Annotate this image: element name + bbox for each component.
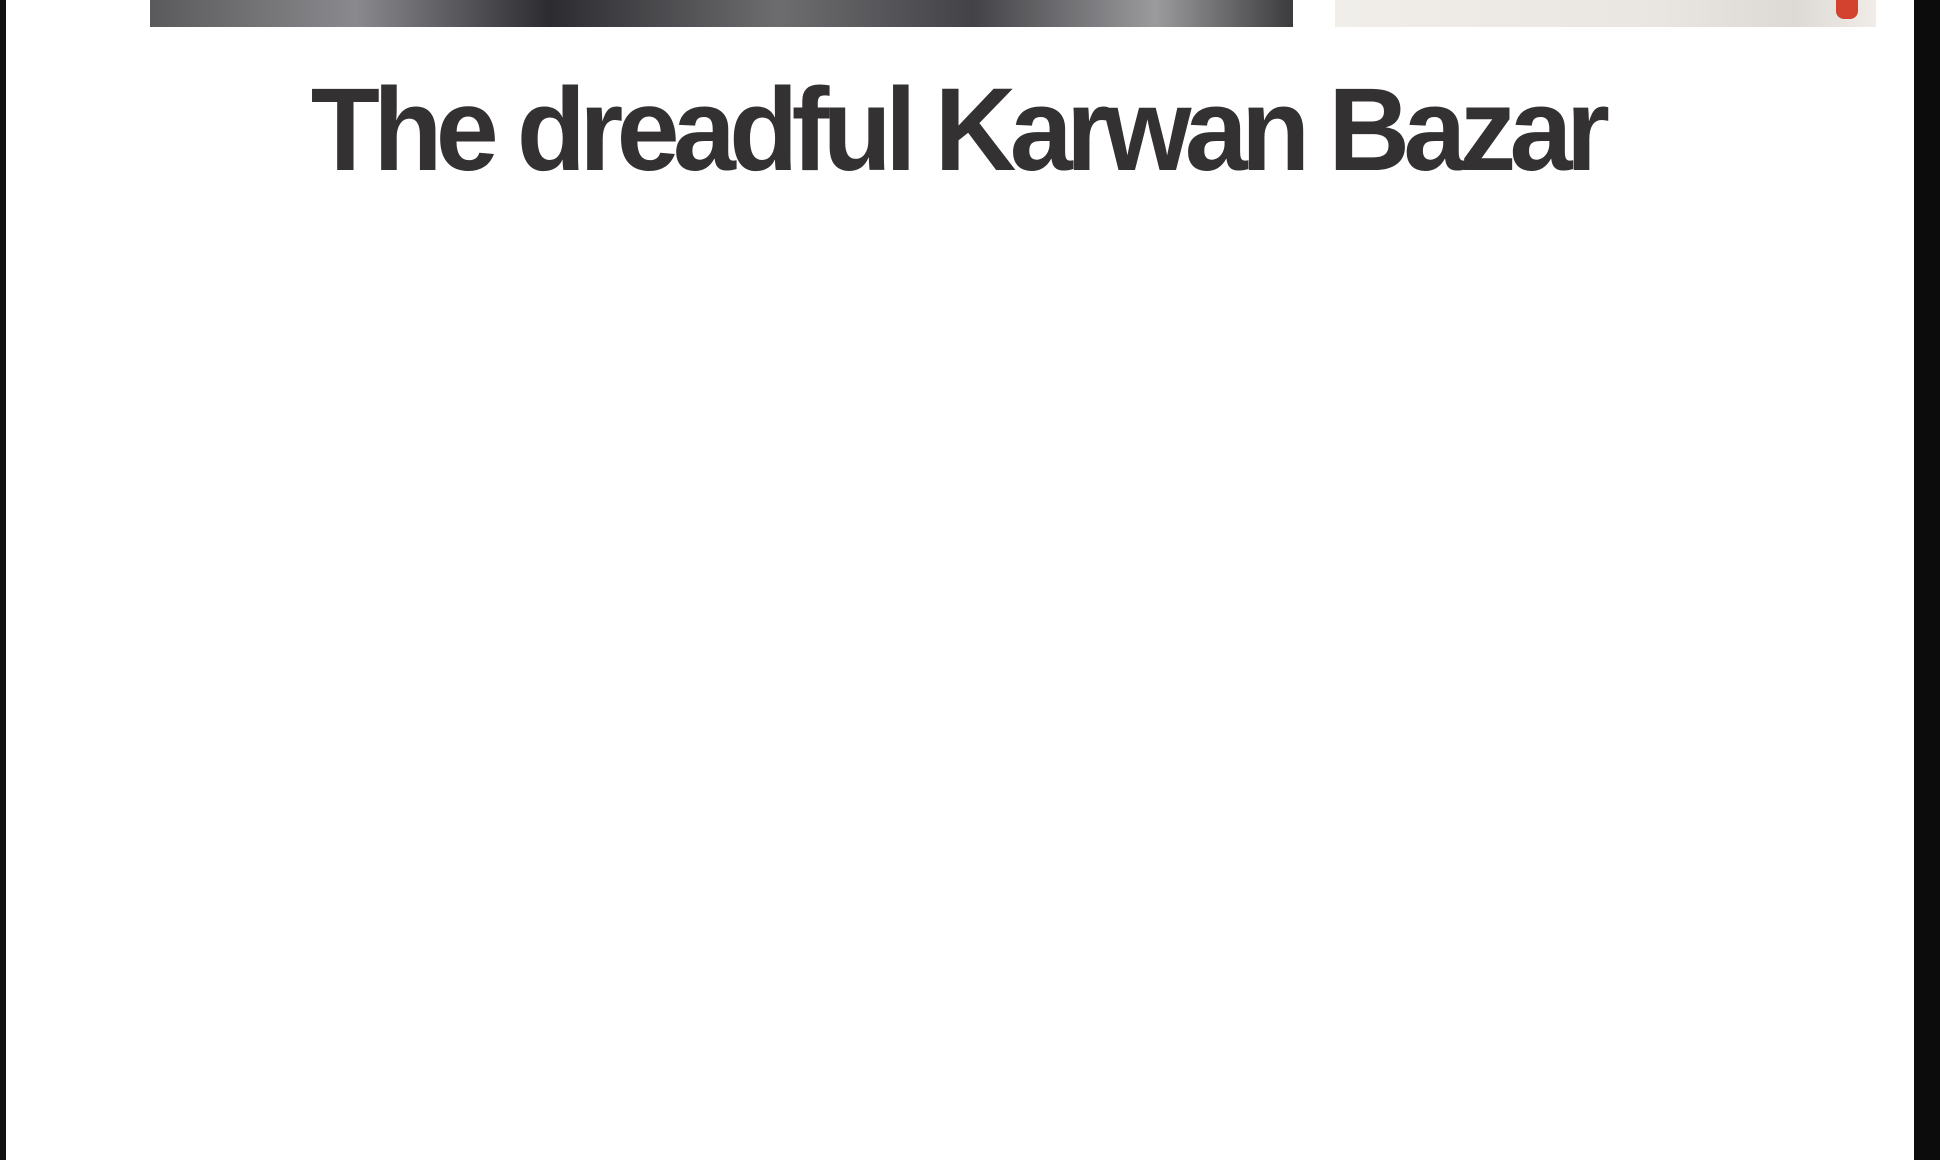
- article-headline: The dreadful Karwan Bazar: [310, 64, 1604, 196]
- header-photo-strip-left: [150, 0, 1293, 27]
- right-border-rule: [1914, 0, 1940, 1160]
- header-photo-strip-right: [1335, 0, 1876, 27]
- header-photo-accent: [1836, 0, 1858, 19]
- left-border-rule: [0, 0, 6, 1160]
